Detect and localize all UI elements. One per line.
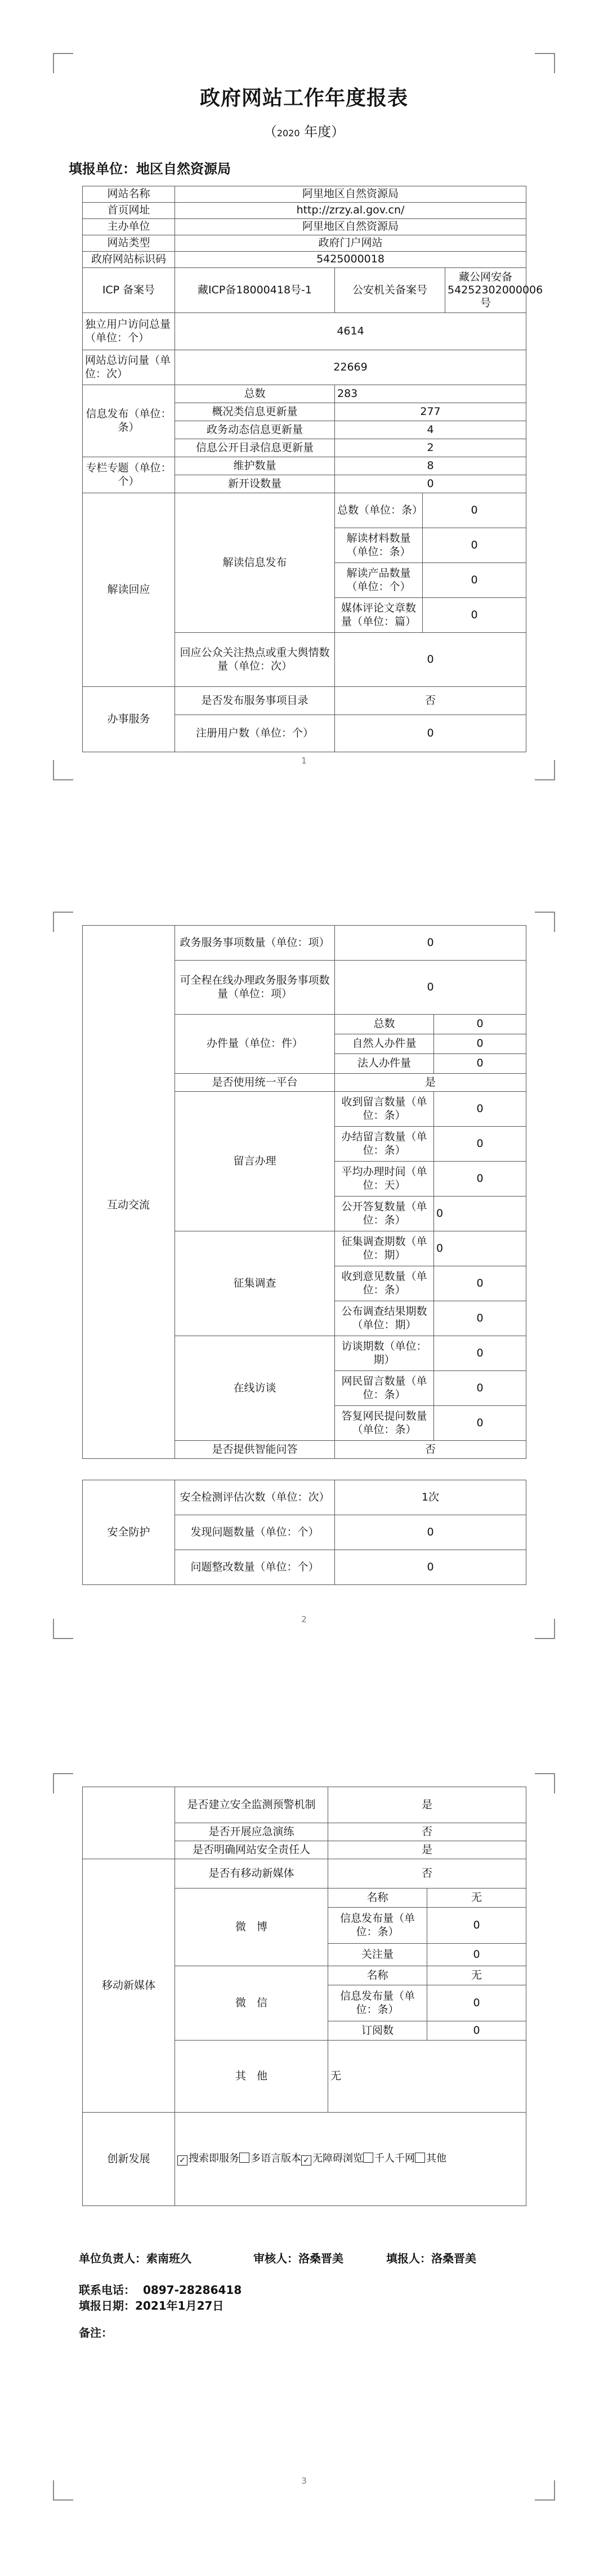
table-cell: 22669 [175,350,526,385]
table-cell: 政务服务事项数量（单位：项） [175,926,335,961]
table-cell: 信息公开目录信息更新量 [175,439,335,457]
table-cell: 征集调查 [175,1231,335,1336]
table-cell: 0 [335,1550,526,1585]
table-cell: 是否发布服务事项目录 [175,687,335,715]
table-cell: 回应公众关注热点或重大舆情数量（单位：次） [175,633,335,687]
table-cell: 收到留言数量（单位：条） [335,1092,434,1127]
table-cell: 网站名称 [83,186,175,203]
table-cell: 0 [434,1336,526,1371]
table-cell: 政府门户网站 [175,235,526,252]
checkbox-empty-icon [239,2153,249,2163]
table-cell: 0 [335,475,526,493]
table-cell: 可全程在线办理政务服务事项数量（单位：项） [175,961,335,1015]
table-cell: 0 [434,1301,526,1336]
table-cell: 0 [434,1127,526,1162]
table-cell: 0 [427,1908,526,1944]
crop-mark [535,1773,555,1793]
checkbox-checked-icon: ✓ [301,2155,311,2166]
table-row [83,493,526,528]
table-cell: 解读材料数量（单位：条） [335,528,423,563]
page-2 [0,859,608,1658]
table-cell: 阿里地区自然资源局 [175,219,526,235]
table-cell: 问题整改数量（单位：个） [175,1550,335,1585]
table-cell: 0 [434,1231,526,1266]
table-cell: 办事服务 [83,687,175,752]
table-cell: http://zrzy.al.gov.cn/ [175,203,526,219]
table-cell: 网站类型 [83,235,175,252]
table-cell: 发现问题数量（单位：个） [175,1515,335,1550]
table-cell: 其 他 [175,2041,328,2113]
remarks: 备注： [79,2326,113,2340]
table-cell: 是否有移动新媒体 [175,1859,328,1889]
table-cell: 无 [427,1966,526,1985]
table-cell: 关注量 [328,1944,427,1966]
table-cell: 0 [423,493,526,528]
table-cell: 解读产品数量（单位：个） [335,563,423,598]
table-cell: 总数（单位：条） [335,493,423,528]
table-cell: 概况类信息更新量 [175,403,335,421]
table-cell: 在线访谈 [175,1336,335,1441]
table-cell: 否 [335,687,526,715]
crop-mark [535,912,555,932]
table-cell: 订阅数 [328,2021,427,2041]
table-cell: 信息发布量（单位：条） [328,1908,427,1944]
table-cell: 0 [434,1054,526,1074]
table-cell: 1次 [335,1480,526,1515]
table-row [83,186,526,203]
table-cell: 0 [335,633,526,687]
table-cell: 办结留言数量（单位：条） [335,1127,434,1162]
table-row [83,1480,526,1515]
table-cell: 总数 [175,385,335,403]
table-cell: 是否建立安全监测预警机制 [175,1787,328,1823]
table-cell: 藏公网安备54252302000006号 [445,268,526,313]
table-cell: 公开答复数量（单位：条） [335,1197,434,1231]
basic-info-table [82,186,543,752]
table-cell: 0 [427,2021,526,2041]
report-year: （2020 年度） [263,124,345,140]
table-cell: 0 [335,1515,526,1550]
crop-mark [53,912,73,932]
table-cell: 是否使用统一平台 [175,1074,335,1092]
table-cell: 政务动态信息更新量 [175,421,335,439]
table-cell [83,1787,175,1859]
table-cell: 征集调查期数（单位：期） [335,1231,434,1266]
table-cell: 移动新媒体 [83,1859,175,2113]
table-row [83,268,526,313]
table-cell: 否 [328,1823,526,1841]
table-cell: ICP 备案号 [83,268,175,313]
table-cell: 公布调查结果期数（单位：期） [335,1301,434,1336]
table-cell: 8 [335,457,526,475]
checkbox-checked-icon: ✓ [177,2155,187,2166]
table-cell: 是 [328,1841,526,1859]
table-row [83,2113,526,2206]
table-cell: 0 [434,1266,526,1301]
checkbox-empty-icon [363,2153,373,2163]
table-cell: 283 [335,385,526,403]
table-row [83,1787,526,1823]
page-number: 1 [301,756,307,766]
table-cell: 平均办理时间（单位：天） [335,1162,434,1197]
table-cell: 是否提供智能问答 [175,1441,335,1459]
table-cell: 0 [434,1406,526,1441]
option-personalized[interactable]: 千人千网 [363,2153,415,2164]
table-cell: 无 [427,1889,526,1908]
reporting-unit: 填报单位：地区自然资源局 [69,161,231,177]
table-cell: 否 [328,1859,526,1889]
table-cell: 否 [335,1441,526,1459]
unit-leader: 单位负责人：索南班久 [79,2252,191,2265]
table-cell: 安全检测评估次数（单位：次） [175,1480,335,1515]
table-cell: 阿里地区自然资源局 [175,186,526,203]
table-cell: 是否明确网站安全责任人 [175,1841,328,1859]
security-table [82,1480,526,1585]
option-multilingual[interactable]: 多语言版本 [239,2153,301,2164]
table-cell: 是 [328,1787,526,1823]
table-cell: 主办单位 [83,219,175,235]
table-cell: 法人办件量 [335,1054,434,1074]
table-cell: 4 [335,421,526,439]
table-row [83,235,526,252]
table-cell: 独立用户访问总量（单位：个） [83,313,175,350]
table-cell: 0 [335,715,526,752]
table-cell: 无 [328,2041,526,2113]
service-interaction-table [82,925,526,1459]
page-number: 3 [301,2476,307,2486]
table-cell: 0 [335,926,526,961]
table-cell: 名称 [328,1889,427,1908]
table-row [83,385,526,403]
table-cell: 0 [335,961,526,1015]
table-cell: 网站总访问量（单位：次） [83,350,175,385]
report-date: 填报日期：2021年1月27日 [79,2299,224,2312]
table-row [83,350,526,385]
table-row [83,203,526,219]
table-cell: 答复网民提问数量（单位：条） [335,1406,434,1441]
table-cell: 媒体评论文章数量（单位：篇） [335,598,423,633]
filler: 填报人：洛桑晋美 [386,2252,476,2265]
option-accessibility[interactable]: ✓ 无障碍浏览 [301,2153,363,2164]
option-search-service[interactable]: ✓ 搜索即服务 [177,2153,239,2164]
table-cell: 维护数量 [175,457,335,475]
table-cell: 注册用户数（单位：个） [175,715,335,752]
table-cell: 留言办理 [175,1092,335,1231]
table-cell: 创新发展 [83,2113,175,2206]
table-cell: 5425000018 [175,252,526,268]
crop-mark [53,53,73,73]
table-cell: 安全防护 [83,1480,175,1585]
option-other[interactable]: 其他 [415,2153,446,2164]
table-cell: 解读信息发布 [175,493,335,633]
table-cell: 微 博 [175,1889,328,1966]
table-cell: 微 信 [175,1966,328,2041]
table-row [83,313,526,350]
page-number: 2 [301,1614,307,1624]
table-row [83,687,526,715]
table-cell: 是 [335,1074,526,1092]
page-3 [0,1720,608,2520]
contact-phone: 联系电话： 0897-28286418 [79,2283,242,2297]
table-cell: 公安机关备案号 [335,268,445,313]
table-cell: 新开设数量 [175,475,335,493]
table-cell: 2 [335,439,526,457]
table-row [83,252,526,268]
table-cell: 0 [427,1944,526,1966]
security-mobile-table [82,1787,526,2206]
table-row [83,926,526,961]
reviewer: 审核人：洛桑晋美 [253,2252,343,2265]
table-row [83,219,526,235]
table-cell: 0 [427,1985,526,2021]
table-cell: 政府网站标识码 [83,252,175,268]
report-title: 政府网站工作年度报表 [199,87,408,110]
table-cell: 名称 [328,1966,427,1985]
table-cell: 解读回应 [83,493,175,687]
crop-mark [535,53,555,73]
table-cell: 访谈期数（单位：期） [335,1336,434,1371]
page-1 [0,0,608,800]
table-cell: 0 [434,1371,526,1406]
table-cell: 0 [434,1034,526,1054]
table-cell: 0 [434,1162,526,1197]
crop-mark [53,1773,73,1793]
table-cell: 信息发布量（单位：条） [328,1985,427,2021]
table-cell: 0 [434,1092,526,1127]
table-cell: 0 [434,1197,526,1231]
table-cell [83,926,175,1459]
table-cell: 0 [423,528,526,563]
table-cell: 网民留言数量（单位：条） [335,1371,434,1406]
table-cell: 4614 [175,313,526,350]
table-cell: 0 [423,563,526,598]
table-cell: 收到意见数量（单位：条） [335,1266,434,1301]
table-cell: 首页网址 [83,203,175,219]
innovation-options [175,2113,526,2206]
table-cell: 0 [423,598,526,633]
table-cell: 信息发布（单位：条） [83,385,175,457]
table-cell: 总数 [335,1015,434,1034]
table-cell: 自然人办件量 [335,1034,434,1054]
table-cell: 办件量（单位：件） [175,1015,335,1074]
table-row [83,1859,526,1889]
table-cell: 277 [335,403,526,421]
interaction-section-label: 互动交流 [106,1199,150,1211]
table-cell: 藏ICP备18000418号-1 [175,268,335,313]
table-cell: 专栏专题（单位：个） [83,457,175,493]
table-cell: 0 [434,1015,526,1034]
table-cell: 是否开展应急演练 [175,1823,328,1841]
table-row [83,457,526,475]
checkbox-empty-icon [415,2153,425,2163]
